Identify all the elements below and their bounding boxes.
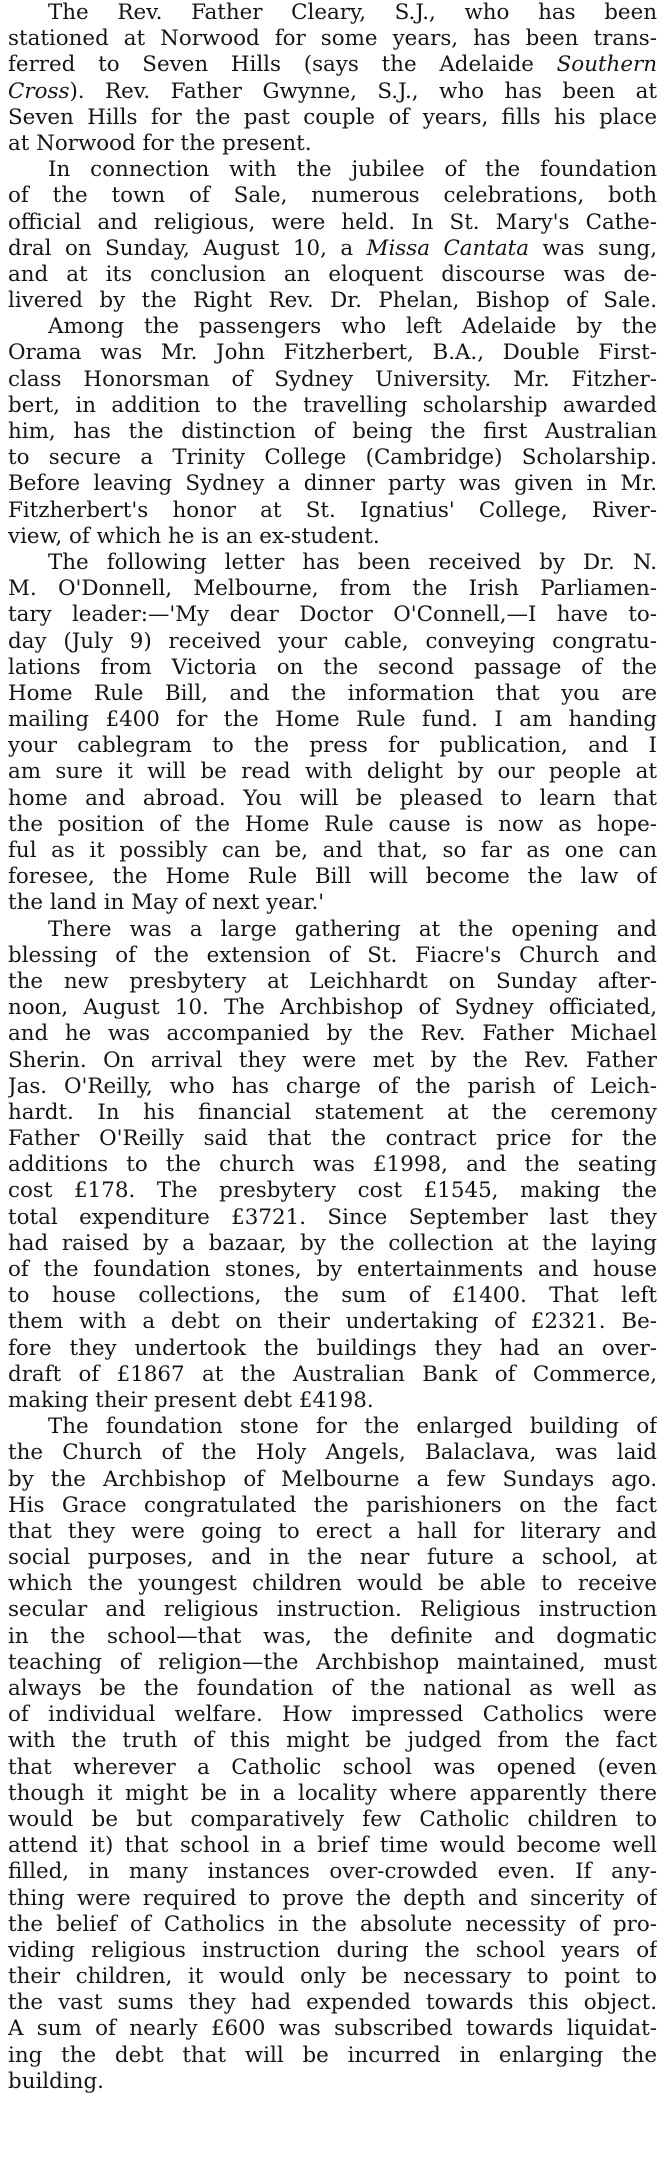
text-line: always be the foundation of the national as well as (8, 1676, 657, 1701)
text-line: at Norwood for the present. (8, 130, 312, 156)
text-line: foresee, the Home Rule Bill will become the law of (8, 864, 657, 890)
text-line: in the school—that was, the definite and dogmatic (8, 1623, 657, 1649)
text-line: tary leader:—'My dear Doctor O'Connell,—I have to- (8, 602, 657, 628)
text-line: cost £178. The presbytery cost £1545, making the (8, 1178, 657, 1204)
text-line: of the foundation stones, by entertainments and house (8, 1257, 657, 1282)
text-line: though it might be in a locality where apparently there (8, 1780, 657, 1806)
text-line: total expenditure £3721. Since September last they (8, 1204, 657, 1230)
text-line: your cablegram to the press for publication, and I (8, 733, 657, 759)
text-line: secular and religious instruction. Religious instruction (8, 1597, 657, 1623)
text-line: M. O'Donnell, Melbourne, from the Irish Parliamen- (8, 576, 657, 602)
text-line: Sherin. On arrival they were met by the Rev. Father (8, 1047, 657, 1073)
article-column (8, 0, 657, 2095)
text-line: the belief of Catholics in the absolute necessity of pro- (8, 1911, 657, 1937)
text-line: Orama was Mr. John Fitzherbert, B.A., Double First- (8, 340, 657, 366)
text-line: with the truth of this might be judged from the fact (8, 1728, 657, 1754)
text-line: In connection with the jubilee of the foundation (48, 157, 657, 183)
text-line: by the Archbishop of Melbourne a few Sundays ago. (8, 1466, 657, 1492)
text-line: the land in May of next year.' (8, 890, 325, 916)
text-line: the new presbytery at Leichhardt on Sunday after- (8, 968, 657, 994)
text-line: draft of £1867 at the Australian Bank of Commerce, (8, 1361, 657, 1387)
text-line: social purposes, and in the near future a school, at (8, 1545, 657, 1571)
text-line: day (July 9) received your cable, conveying congratu- (8, 628, 657, 654)
text-line: of the town of Sale, numerous celebrations, both (8, 183, 657, 209)
paragraph-sale-jubilee (8, 157, 657, 314)
text-line: mailing £400 for the Home Rule fund. I am handing (8, 707, 657, 733)
text-line: additions to the church was £1998, and the seating (8, 1152, 657, 1178)
text-line: ing the debt that will be incurred in enlarging the (8, 2042, 657, 2068)
text-line: ful as it possibly can be, and that, so far as one can (8, 838, 657, 863)
text-line: Cross). Rev. Father Gwynne, S.J., who has been at (8, 78, 657, 104)
text-line: their children, it would only be necessary to point to (8, 1964, 657, 1990)
text-line: and at its conclusion an eloquent discourse was de- (8, 261, 657, 287)
text-line: bert, in addition to the travelling scholarship awarded (8, 392, 657, 418)
text-line: thing were required to prove the depth and sincerity of (8, 1885, 657, 1911)
text-line: am sure it will be read with delight by our people at (8, 759, 657, 785)
text-line: them with a debt on their undertaking of £2321. Be- (8, 1309, 657, 1335)
paragraph-home-rule-letter (8, 550, 657, 917)
paragraph-holy-angels (8, 1414, 657, 2095)
text-line: that they were going to erect a hall for literary and (8, 1518, 657, 1544)
text-line: livered by the Right Rev. Dr. Phelan, Bishop of Sale. (8, 288, 657, 314)
text-line: hardt. In his financial statement at the ceremony (8, 1099, 657, 1125)
text-line: and he was accompanied by the Rev. Father Michael (8, 1021, 657, 1047)
text-line: Fitzherbert's honor at St. Ignatius' College, River- (8, 497, 657, 523)
text-line: that wherever a Catholic school was opened (even (8, 1754, 657, 1780)
text-line: making their present debt £4198. (8, 1387, 374, 1413)
text-line: attend it) that school in a brief time would become well (8, 1833, 657, 1859)
text-line: the position of the Home Rule cause is now as hope- (8, 811, 657, 837)
text-line: ferred to Seven Hills (says the Adelaide Southern (8, 52, 657, 78)
text-line: A sum of nearly £600 was subscribed towards liquidat- (8, 2016, 657, 2042)
text-line: teaching of religion—the Archbishop maintained, must (8, 1649, 657, 1675)
text-line: Father O'Reilly said that the contract price for the (8, 1126, 657, 1152)
text-line: to secure a Trinity College (Cambridge) Scholarship. (8, 445, 657, 471)
text-line: the Church of the Holy Angels, Balaclava, was laid (8, 1440, 657, 1466)
text-line: The following letter has been received by Dr. N. (48, 549, 657, 575)
text-line: filled, in many instances over-crowded even. If any- (8, 1859, 657, 1885)
text-line: His Grace congratulated the parishioners on the fact (8, 1492, 657, 1518)
text-line: official and religious, were held. In St. Mary's Cathe- (8, 209, 657, 235)
text-line: had raised by a bazaar, by the collection at the laying (8, 1230, 657, 1256)
text-line: would be but comparatively few Catholic children to (8, 1806, 657, 1832)
text-line: fore they undertook the buildings they had an over- (8, 1335, 657, 1361)
text-line: The foundation stone for the enlarged building of (48, 1414, 657, 1440)
text-line: Home Rule Bill, and the information that you are (8, 680, 657, 706)
text-line: Jas. O'Reilly, who has charge of the parish of Leich- (8, 1073, 657, 1099)
paragraph-st-fiacre (8, 917, 657, 1415)
text-line: class Honorsman of Sydney University. Mr. Fitzher- (8, 366, 657, 392)
text-line: him, has the distinction of being the first Australian (8, 419, 657, 444)
paragraph-fitzherbert (8, 314, 657, 550)
text-line: the vast sums they had expended towards this object. (8, 1990, 657, 2016)
text-line: viding religious instruction during the school years of (8, 1937, 657, 1963)
text-line: stationed at Norwood for some years, has been trans- (8, 26, 657, 52)
text-line: Seven Hills for the past couple of years, fills his place (8, 104, 657, 130)
text-line: of individual welfare. How impressed Catholics were (8, 1702, 657, 1728)
text-line: Before leaving Sydney a dinner party was given in Mr. (8, 471, 657, 497)
text-line: There was a large gathering at the opening and (48, 916, 657, 942)
text-line: view, of which he is an ex-student. (8, 523, 380, 549)
paragraph-cleary-transfer (8, 0, 657, 157)
text-line: blessing of the extension of St. Fiacre's Church and (8, 942, 657, 968)
text-line: noon, August 10. The Archbishop of Sydney officiated, (8, 995, 657, 1021)
text-line: Among the passengers who left Adelaide by the (48, 314, 657, 340)
text-line: building. (8, 2068, 104, 2094)
text-line: home and abroad. You will be pleased to learn that (8, 785, 657, 811)
text-line: to house collections, the sum of £1400. That left (8, 1283, 657, 1309)
text-line: dral on Sunday, August 10, a Missa Cantata was sung, (8, 235, 657, 261)
text-line: which the youngest children would be able to receive (8, 1571, 657, 1597)
text-line: lations from Victoria on the second passage of the (8, 654, 657, 680)
text-line: The Rev. Father Cleary, S.J., who has been (48, 0, 657, 25)
